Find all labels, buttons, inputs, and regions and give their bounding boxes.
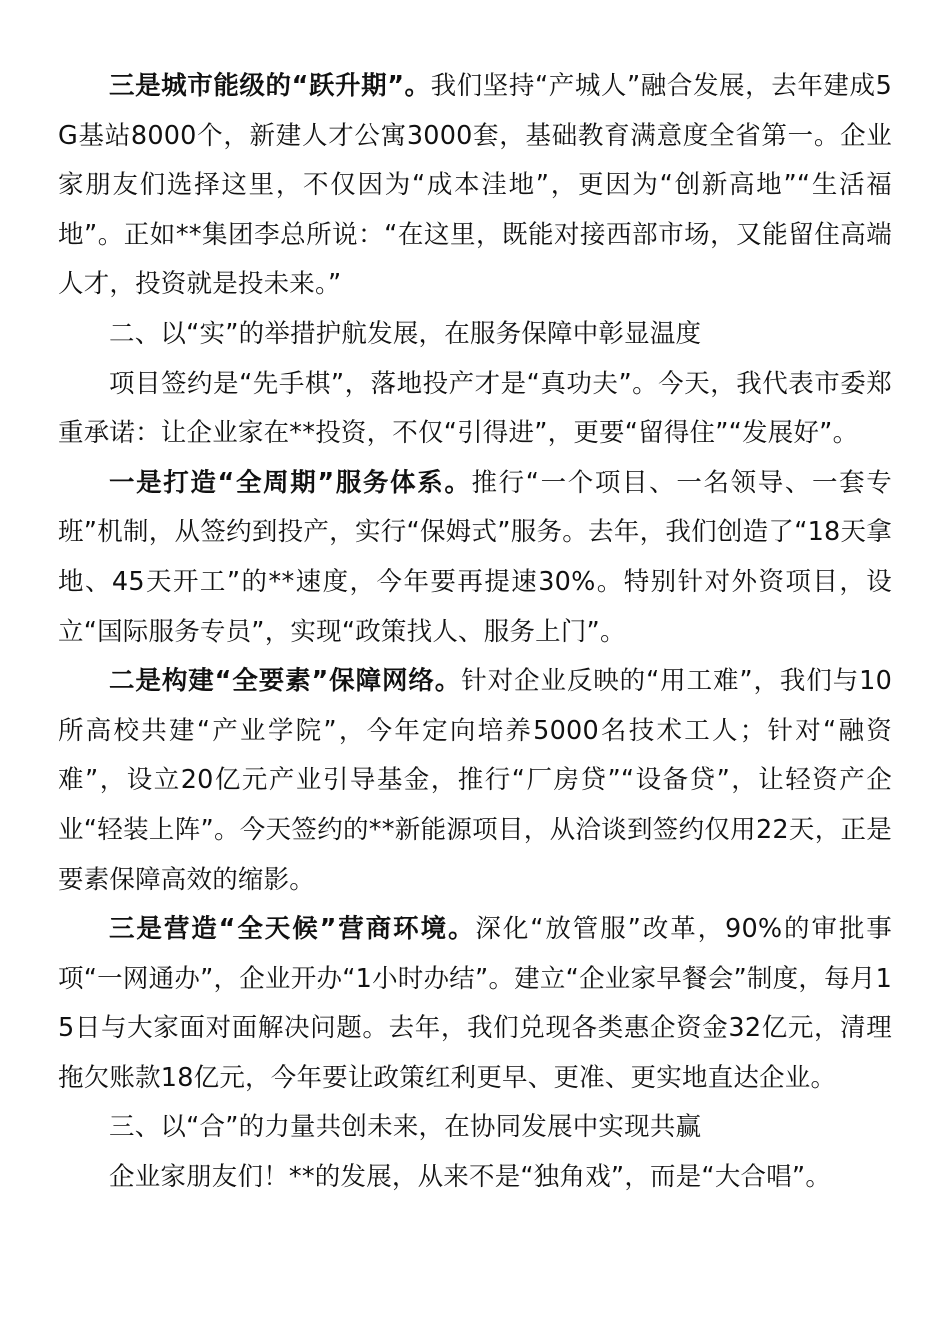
paragraph-text: 我们坚持“产城人”融合发展，去年建成5G基站8000个，新建人才公寓3000套，基础教育满意度全省第一。企业家朋友们选择这里，不仅因为“成本洼地”，更因为“创新高地”“生活福地”。正如**集团李总所说：“在这里，既能对接西部市场，又能留住高端人才，投资就是投未来。” [58, 71, 892, 300]
paragraph-full-cycle-service [58, 459, 892, 657]
paragraph-commitment [58, 360, 892, 459]
section-heading-2: 二、以“实”的举措护航发展，在服务保障中彰显温度 [109, 318, 702, 349]
paragraph-closing [58, 1153, 892, 1203]
paragraph-city-level [58, 62, 892, 310]
paragraph-text: 针对企业反映的“用工难”，我们与10所高校共建“产业学院”，今年定向培养5000名技术工人；针对“融资难”，设立20亿元产业引导基金，推行“厂房贷”“设备贷”，让轻资产企业“轻装上阵”。今天签约的**新能源项目，从洽谈到签约仅用22天，正是要素保障高效的缩影。 [58, 666, 892, 895]
section-heading-3: 三、以“合”的力量共创未来，在协同发展中实现共赢 [109, 1112, 702, 1143]
paragraph-lead: 三是城市能级的“跃升期”。 [109, 71, 431, 101]
paragraph-text: 项目签约是“先手棋”，落地投产才是“真功夫”。今天，我代表市委郑重承诺：让企业家在**投资，不仅“引得进”，更要“留得住”“发展好”。 [58, 368, 892, 449]
paragraph-text: 深化“放管服”改革，90%的审批事项“一网通办”，企业开办“1小时办结”。建立“企业家早餐会”制度，每月15日与大家面对面解决问题。去年，我们兑现各类惠企资金32亿元，清理拖欠账款18亿元，今年要让政策红利更早、更准、更实地直达企业。 [58, 914, 892, 1093]
paragraph-text: 企业家朋友们！**的发展，从来不是“独角戏”，而是“大合唱”。 [109, 1162, 832, 1193]
paragraph-lead: 一是打造“全周期”服务体系。 [109, 467, 472, 498]
paragraph-business-environment [58, 905, 892, 1103]
paragraph-lead: 二是构建“全要素”保障网络。 [109, 666, 462, 697]
paragraph-text: 推行“一个项目、一名领导、一套专班”机制，从签约到投产，实行“保姆式”服务。去年，我们创造了“18天拿地、45天开工”的**速度，今年要再提速30%。特别针对外资项目，设立“国际服务专员”，实现“政策找人、服务上门”。 [58, 467, 892, 647]
paragraph-full-factor-support [58, 657, 892, 905]
paragraph-lead: 三是营造“全天候”营商环境。 [109, 914, 476, 945]
document-page [58, 62, 892, 1203]
